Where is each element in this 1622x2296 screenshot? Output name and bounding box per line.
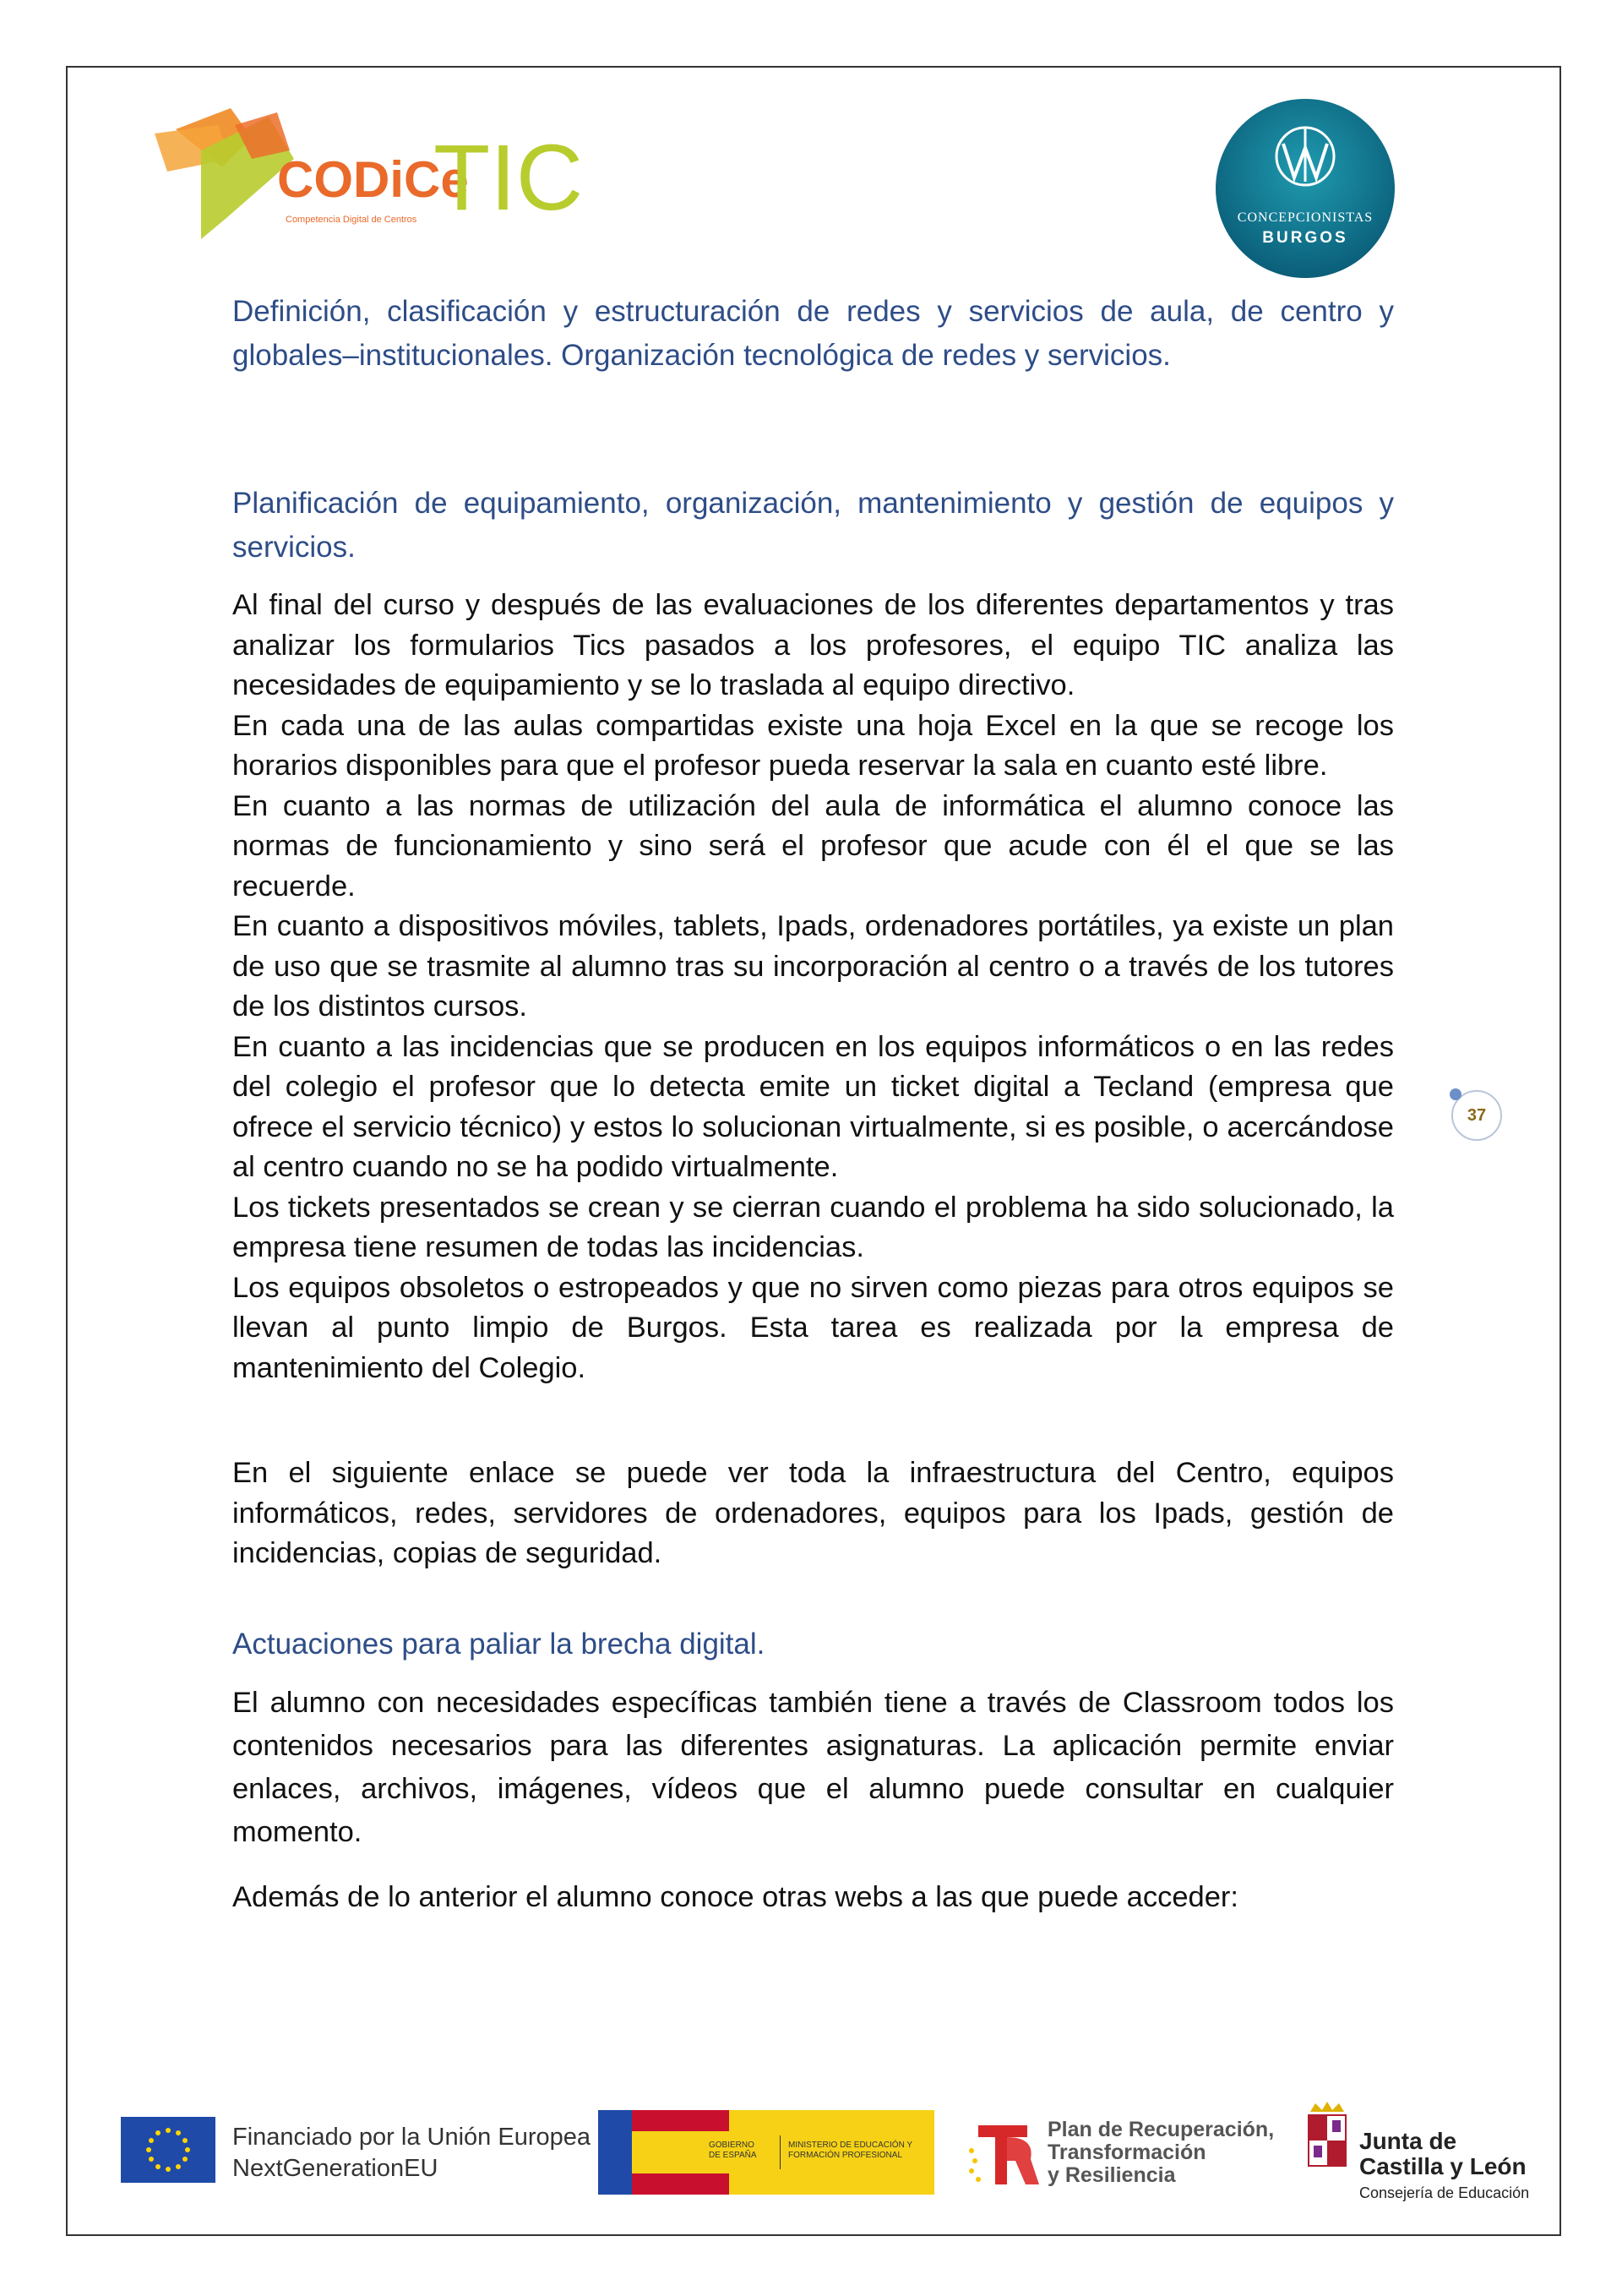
consejeria-text: Consejería de Educación — [1359, 2184, 1530, 2201]
jcyl-line2: Castilla y León — [1359, 2153, 1527, 2179]
concepcionistas-logo — [1214, 97, 1396, 280]
ministry-text: MINISTERIO DE EDUCACIÓN Y FORMACIÓN PROFESIONAL — [788, 2141, 912, 2160]
paragraph: Además de lo anterior el alumno conoce otras webs a las que puede acceder: — [232, 1881, 1238, 1913]
codice-subtitle: Competencia Digital de Centros — [286, 215, 417, 225]
prtr-logo — [963, 2117, 1284, 2193]
junta-castilla-leon-logo — [1304, 2102, 1540, 2203]
svg-text:TIC: TIC — [433, 126, 584, 230]
heading-equipment: Planificación de equipamiento, organización, mantenimiento y gestión de equipos y servicios. — [232, 487, 1394, 564]
eu-flag-icon — [121, 2117, 215, 2183]
paragraph: En cuanto a las normas de utilización del aula de informática el alumno conoce las normas de funcionamiento y sino será el profesor que acude con él el que se las recuerde. — [232, 789, 1394, 903]
heading-digital-gap: Actuaciones para paliar la brecha digital. — [232, 1628, 765, 1661]
svg-text:CODiCe: CODiCe — [277, 151, 469, 208]
eu-funding-logo — [121, 2117, 591, 2184]
page-number-badge: 37 — [1451, 1090, 1502, 1141]
coat-of-arms-icon — [1304, 2102, 1351, 2182]
jcyl-line1: Junta de — [1359, 2128, 1457, 2154]
concepcionistas-text: CONCEPCIONISTAS — [1237, 210, 1374, 225]
divider — [780, 2135, 781, 2169]
prtr-line1: Plan de Recuperación, — [1048, 2118, 1275, 2141]
webs-paragraph — [232, 1878, 1394, 1918]
eu-line2: NextGenerationEU — [232, 2155, 438, 2182]
burgos-text: BURGOS — [1262, 229, 1348, 247]
prtr-line2: Transformación — [1048, 2141, 1206, 2164]
paragraph: En cada una de las aulas compartidas existe una hoja Excel en la que se recoge los horarios disponibles para que el profesor pueda reservar la sala en cuanto esté libre. — [232, 709, 1394, 782]
eu-strip-icon — [598, 2110, 632, 2195]
paragraph: Los tickets presentados se crean y se cierran cuando el problema ha sido solucionado, la empresa tiene resumen de todas las incidencias. — [232, 1191, 1394, 1263]
classroom-paragraph — [232, 1682, 1394, 1854]
paragraph: El alumno con necesidades específicas también tiene a través de Classroom todos los contenidos necesarios para las diferentes asignaturas. La aplicación permite enviar enlaces, archivos, imágenes, vídeos que el alumno puede consultar en cualquier momento. — [232, 1687, 1394, 1848]
equipment-paragraphs — [232, 586, 1394, 1388]
section-heading-equipment — [232, 482, 1394, 570]
prtr-text — [1048, 2119, 1274, 2187]
gobierno-text: GOBIERNO DE ESPAÑA — [709, 2141, 757, 2160]
paragraph: En el siguiente enlace se puede ver toda la infraestructura del Centro, equipos informáticos, redes, servidores de ordenadores, equipos para los Ipads, gestión de incidencias, copias de seguridad. — [232, 1457, 1394, 1569]
paragraph: Los equipos obsoletos o estropeados y que no sirven como piezas para otros equipos se llevan al punto limpio de Burgos. Esta tarea es realizada por la empresa de mantenimiento del Colegio. — [232, 1271, 1394, 1384]
codice-tic-logo — [150, 100, 584, 248]
eu-line1: Financiado por la Unión Europea — [232, 2124, 591, 2151]
eu-funding-text — [232, 2122, 591, 2184]
prtr-line3: y Resiliencia — [1048, 2163, 1176, 2187]
heading-networks: Definición, clasificación y estructuración de redes y servicios de aula, de centro y globales–institucionales. Organización tecnológica de redes y servicios. — [232, 295, 1394, 372]
paragraph: En cuanto a dispositivos móviles, tablets, Ipads, ordenadores portátiles, ya existe un plan de uso que se trasmite al alumno tras su incorporación al centro o a través de los tutores de los distintos cursos. — [232, 910, 1394, 1023]
section-heading-digital-gap — [232, 1622, 1394, 1666]
junta-text — [1359, 2129, 1527, 2179]
infrastructure-paragraph — [232, 1453, 1394, 1574]
section-heading-networks — [232, 290, 1394, 378]
gobierno-espana-logo — [598, 2110, 934, 2195]
paragraph: Al final del curso y después de las evaluaciones de los diferentes departamentos y tras analizar los formularios Tics pasados a los profesores, el equipo TIC analiza las necesidades de equipamiento y se lo traslada al equipo directivo. — [232, 589, 1394, 701]
page-badge-dot — [1450, 1088, 1461, 1100]
paragraph: En cuanto a las incidencias que se producen en los equipos informáticos o en las redes del colegio el profesor que lo detecta emite un ticket digital a Tecland (empresa que ofrece el servicio técnico) y estos lo solucionan virtualmente, si es posible, o acercándose al centro cuando no se ha podido virtualmente. — [232, 1030, 1394, 1183]
prtr-icon — [963, 2117, 1043, 2193]
